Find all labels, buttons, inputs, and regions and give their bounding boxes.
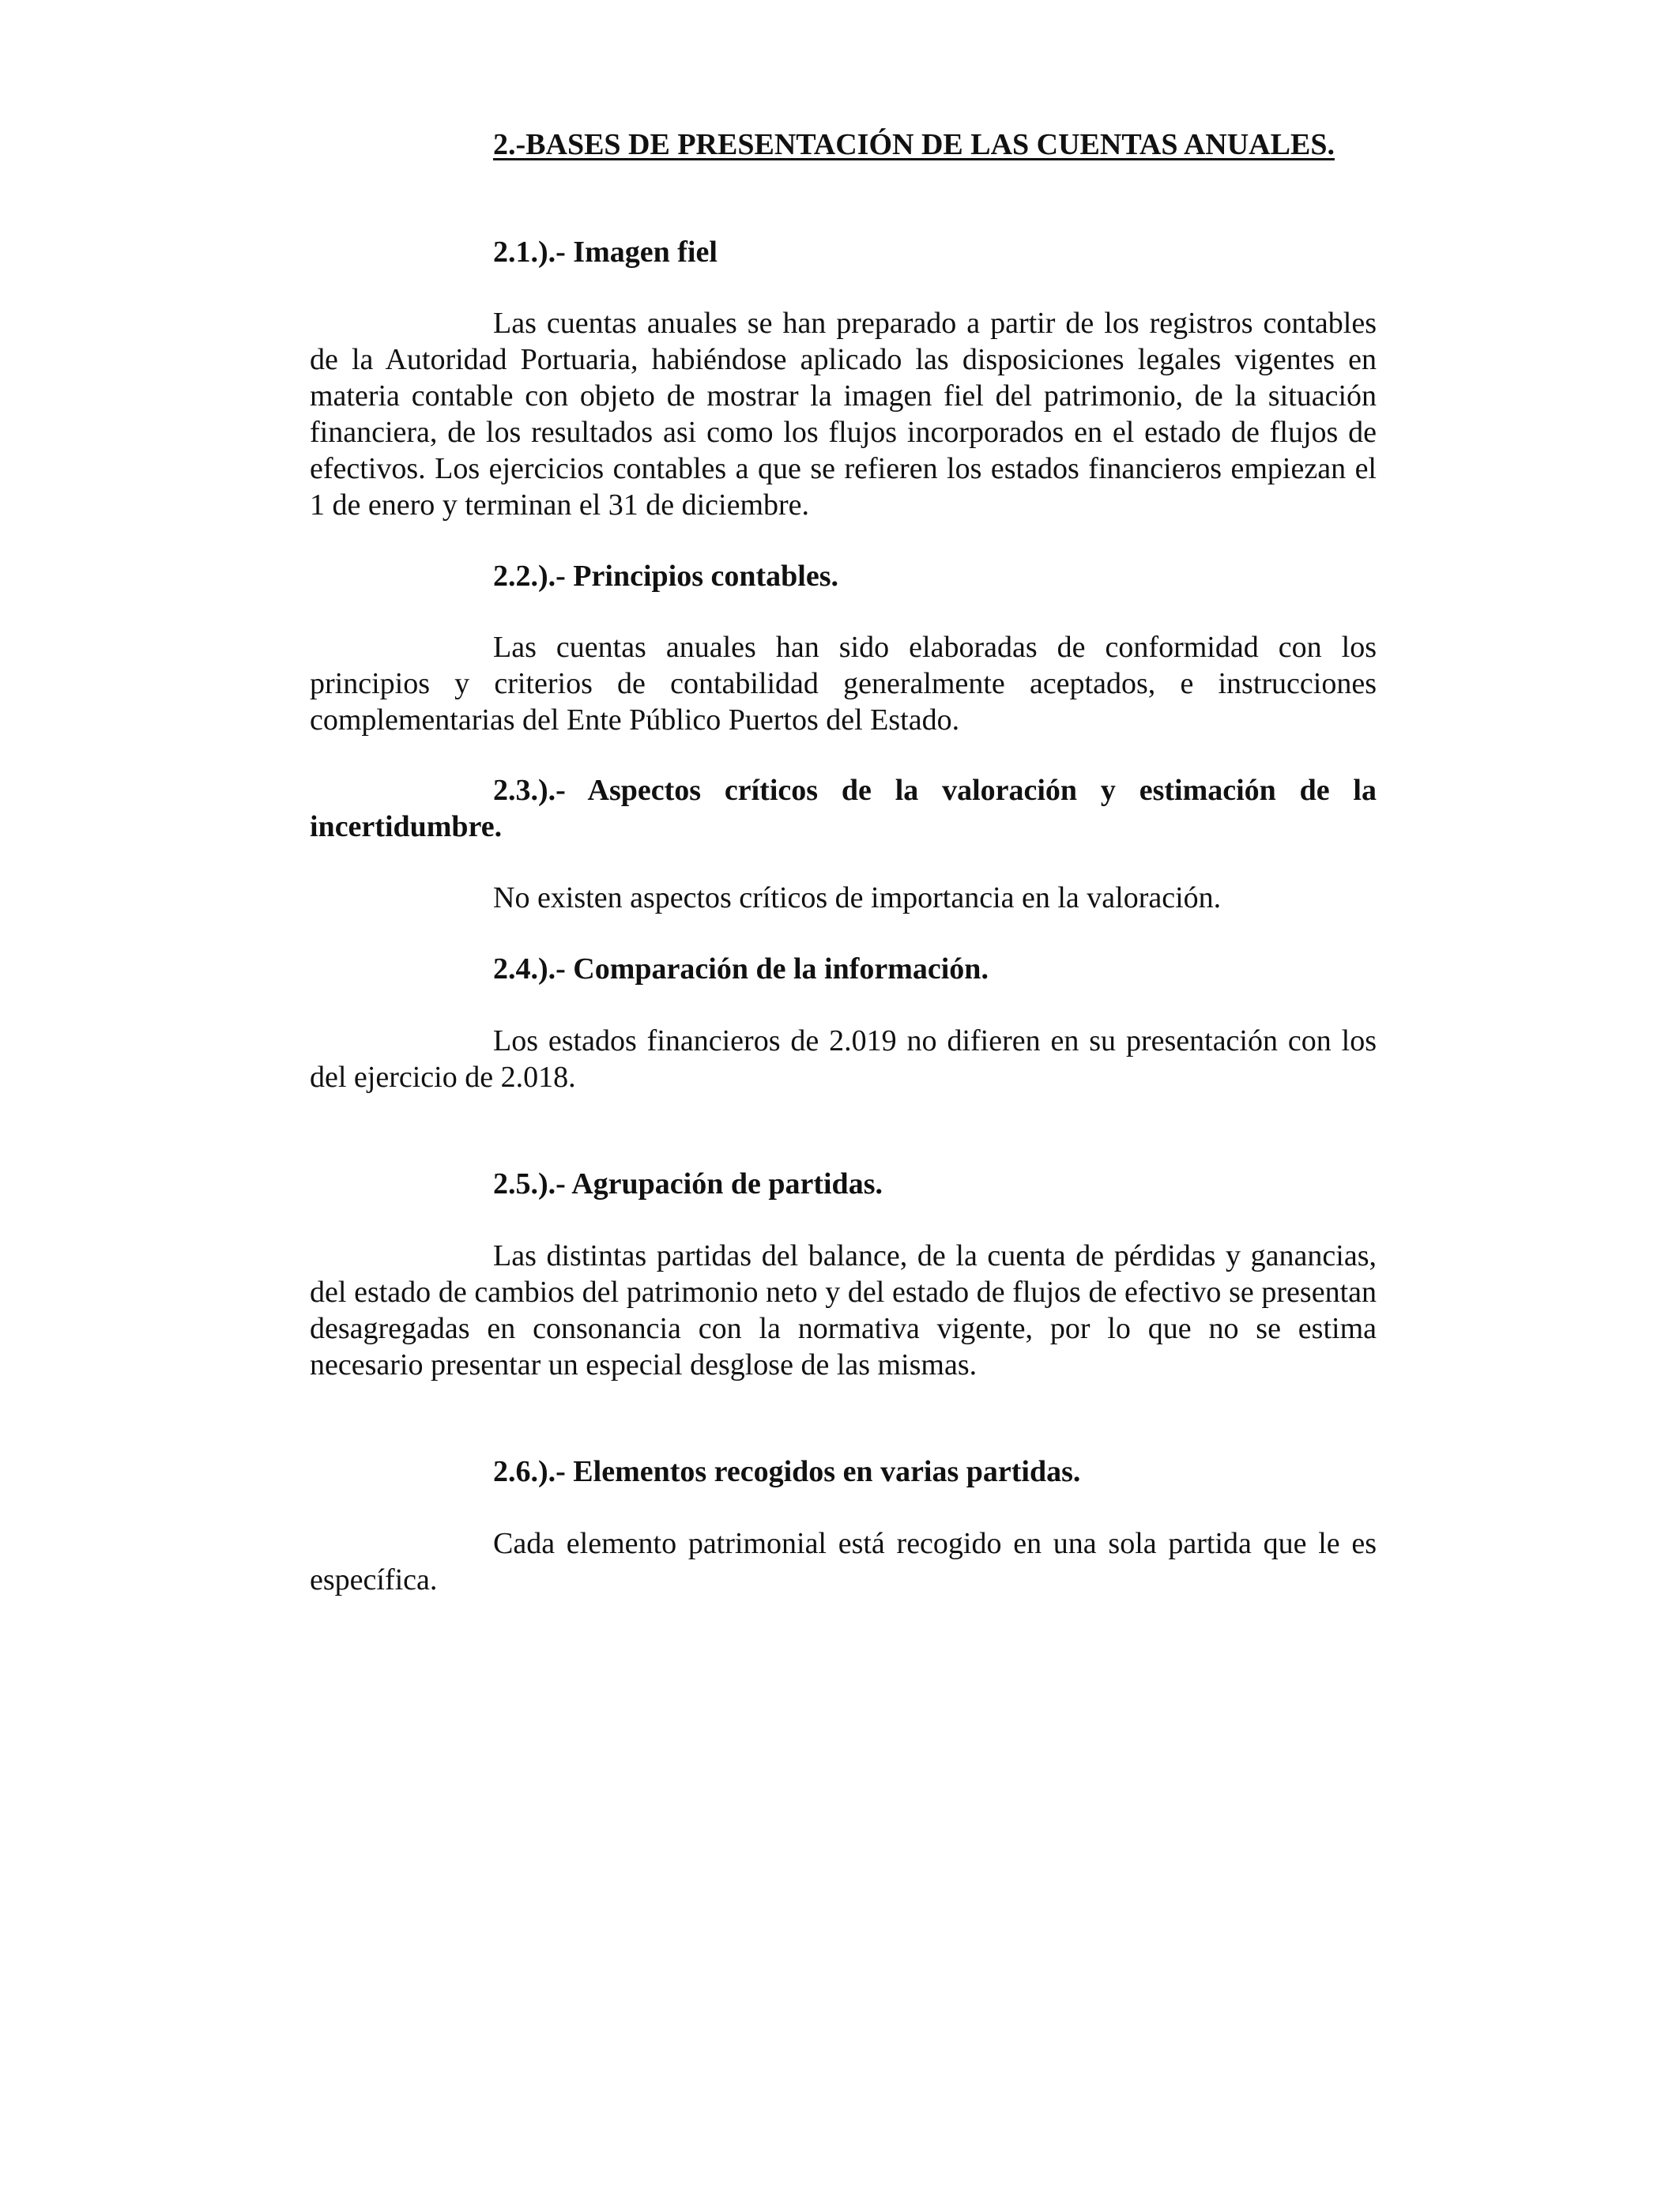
section-heading-2-4: 2.4.).- Comparación de la información. xyxy=(493,952,989,986)
section-body-2-5: Las distintas partidas del balance, de la cuenta de pérdidas y ganancias, del estado de cambios del patrimonio neto y del estado de flujos de efectivo se presentan desagregadas en consonancia con la normativa vigente, por lo que no se estima necesario presentar un especial desglose de las mismas. xyxy=(310,1239,1377,1382)
section-body-2-4: Los estados financieros de 2.019 no difieren en su presentación con los del ejercicio de 2.018. xyxy=(310,1024,1377,1094)
section-heading-2-5: 2.5.).- Agrupación de partidas. xyxy=(493,1167,883,1201)
section-body-2-6: Cada elemento patrimonial está recogido en una sola partida que le es específica. xyxy=(310,1527,1377,1596)
section-body-2-3: No existen aspectos críticos de importancia en la valoración. xyxy=(493,881,1222,914)
section-heading-2-6: 2.6.).- Elementos recogidos en varias partidas. xyxy=(493,1455,1081,1488)
document-title: 2.-BASES DE PRESENTACIÓN DE LAS CUENTAS ANUALES. xyxy=(493,128,1335,161)
section-body-2-2: Las cuentas anuales han sido elaboradas de conformidad con los principios y criterios de contabilidad generalmente aceptados, e instrucciones complementarias del Ente Público Puertos del Estado. xyxy=(310,631,1377,737)
section-heading-2-1: 2.1.).- Imagen fiel xyxy=(493,236,718,269)
section-body-2-1: Las cuentas anuales se han preparado a partir de los registros contables de la Autoridad Portuaria, habiéndose aplicado las disposiciones legales vigentes en materia contable con objeto de mostrar la imagen fiel del patrimonio, de la situación financiera, de los resultados asi como los flujos incorporados en el estado de flujos de efectivos. Los ejercicios contables a que se refieren los estados financieros empiezan el 1 de enero y terminan el 31 de diciembre. xyxy=(310,307,1377,522)
section-heading-2-3: 2.3.).- Aspectos críticos de la valoración y estimación de la incertidumbre. xyxy=(310,774,1377,843)
section-heading-2-2: 2.2.).- Principios contables. xyxy=(493,560,838,593)
